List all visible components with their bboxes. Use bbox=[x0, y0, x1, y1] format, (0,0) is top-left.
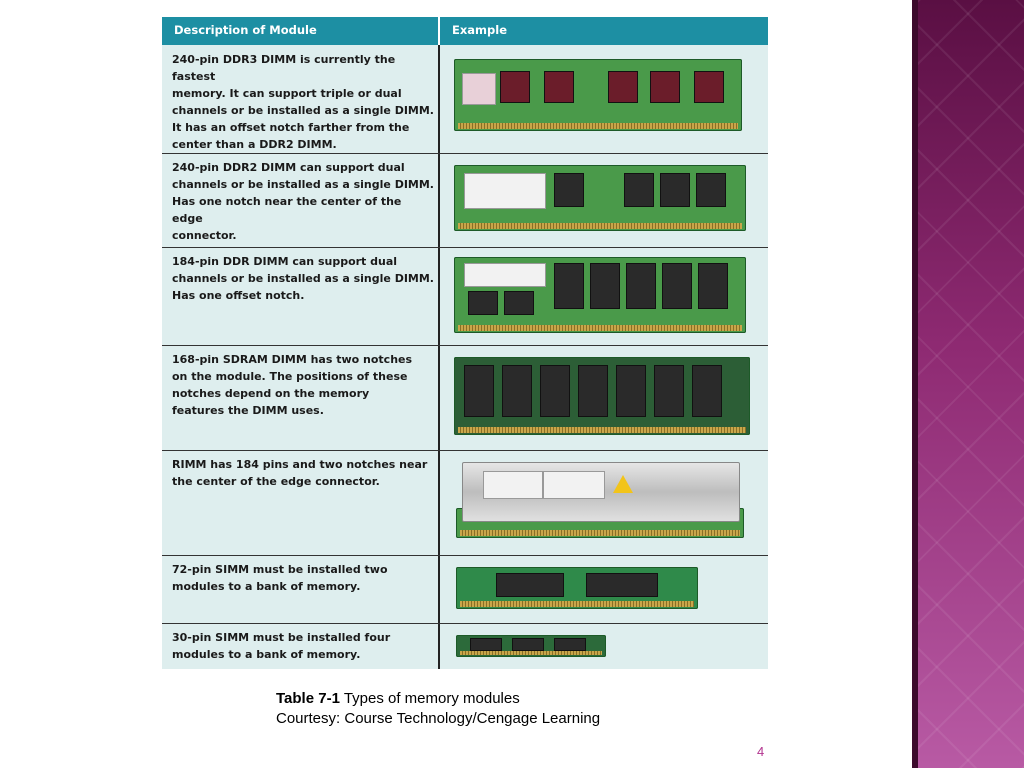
memory-chip bbox=[696, 173, 726, 207]
table-row bbox=[162, 450, 768, 555]
row-description: 240-pin DDR3 DIMM is currently the fastest memory. It can support triple or dual channels or be installed as a single DIMM. It has an offset notch farther from the center than a DDR2 DIMM. bbox=[172, 53, 434, 151]
module-board bbox=[454, 357, 750, 435]
memory-chip bbox=[626, 263, 656, 309]
simm-72-image bbox=[448, 561, 718, 617]
memory-chip bbox=[586, 573, 658, 597]
ddr3-dimm-image bbox=[448, 53, 754, 145]
table-row bbox=[162, 555, 768, 623]
memory-chip bbox=[624, 173, 654, 207]
sdram-dimm-image bbox=[448, 353, 754, 443]
edge-connector bbox=[458, 223, 742, 229]
memory-chip bbox=[698, 263, 728, 309]
decorative-side-band bbox=[912, 0, 1024, 768]
module-label bbox=[462, 73, 496, 105]
memory-chip bbox=[554, 173, 584, 207]
row-description: 72-pin SIMM must be installed two modules to a bank of memory. bbox=[172, 563, 388, 593]
module-board bbox=[454, 257, 746, 333]
module-label bbox=[464, 173, 546, 209]
memory-chip bbox=[554, 263, 584, 309]
ddr2-dimm-image bbox=[448, 159, 754, 241]
memory-chip bbox=[694, 71, 724, 103]
table-row bbox=[162, 345, 768, 450]
memory-chip bbox=[500, 71, 530, 103]
memory-modules-table bbox=[162, 17, 768, 669]
caption-label: Table 7-1 bbox=[276, 690, 340, 707]
row-description: 184-pin DDR DIMM can support dual channels or be installed as a single DIMM. Has one offset notch. bbox=[172, 255, 434, 302]
table-row bbox=[162, 45, 768, 153]
memory-chip bbox=[504, 291, 534, 315]
row-description: 30-pin SIMM must be installed four modules to a bank of memory. bbox=[172, 631, 391, 661]
caption-title: Types of memory modules bbox=[339, 690, 520, 707]
memory-chip bbox=[692, 365, 722, 417]
caption-title-line bbox=[276, 689, 600, 709]
warning-icon bbox=[613, 475, 633, 493]
module-label bbox=[483, 471, 543, 499]
memory-chip bbox=[554, 638, 586, 651]
module-board bbox=[454, 59, 742, 131]
module-board bbox=[456, 567, 698, 609]
simm-30-image bbox=[448, 629, 618, 665]
rimm-image bbox=[448, 458, 754, 548]
memory-chip bbox=[616, 365, 646, 417]
edge-connector bbox=[460, 651, 602, 655]
memory-chip bbox=[590, 263, 620, 309]
memory-chip bbox=[660, 173, 690, 207]
caption-courtesy: Courtesy: Course Technology/Cengage Learning bbox=[276, 710, 601, 727]
edge-connector bbox=[460, 601, 694, 607]
heat-spreader bbox=[462, 462, 740, 522]
memory-chip bbox=[650, 71, 680, 103]
memory-chip bbox=[512, 638, 544, 651]
memory-chip bbox=[468, 291, 498, 315]
row-description: 240-pin DDR2 DIMM can support dual channels or be installed as a single DIMM. Has one notch near the center of the edge connector. bbox=[172, 161, 434, 242]
edge-connector bbox=[460, 530, 740, 536]
header-example: Example bbox=[452, 23, 507, 37]
header-description: Description of Module bbox=[174, 23, 317, 37]
header-divider bbox=[438, 17, 440, 45]
module-label bbox=[543, 471, 605, 499]
memory-chip bbox=[470, 638, 502, 651]
row-description: 168-pin SDRAM DIMM has two notches on the module. The positions of these notches depend on the memory features the DIMM uses. bbox=[172, 353, 413, 417]
page-number: 4 bbox=[757, 744, 765, 759]
ddr-dimm-image bbox=[448, 253, 754, 339]
memory-chip bbox=[502, 365, 532, 417]
memory-chip bbox=[662, 263, 692, 309]
table-row bbox=[162, 153, 768, 247]
edge-connector bbox=[458, 427, 746, 433]
row-description: RIMM has 184 pins and two notches near the center of the edge connector. bbox=[172, 458, 428, 488]
memory-chip bbox=[540, 365, 570, 417]
memory-chip bbox=[464, 365, 494, 417]
table-caption bbox=[276, 689, 600, 729]
memory-chip bbox=[654, 365, 684, 417]
memory-chip bbox=[496, 573, 564, 597]
memory-chip bbox=[578, 365, 608, 417]
table-row bbox=[162, 247, 768, 345]
module-board bbox=[454, 165, 746, 231]
module-board bbox=[456, 635, 606, 657]
table-row bbox=[162, 623, 768, 669]
table-header bbox=[162, 17, 768, 45]
edge-connector bbox=[458, 325, 742, 331]
memory-chip bbox=[544, 71, 574, 103]
edge-connector bbox=[458, 123, 738, 129]
module-label bbox=[464, 263, 546, 287]
memory-chip bbox=[608, 71, 638, 103]
